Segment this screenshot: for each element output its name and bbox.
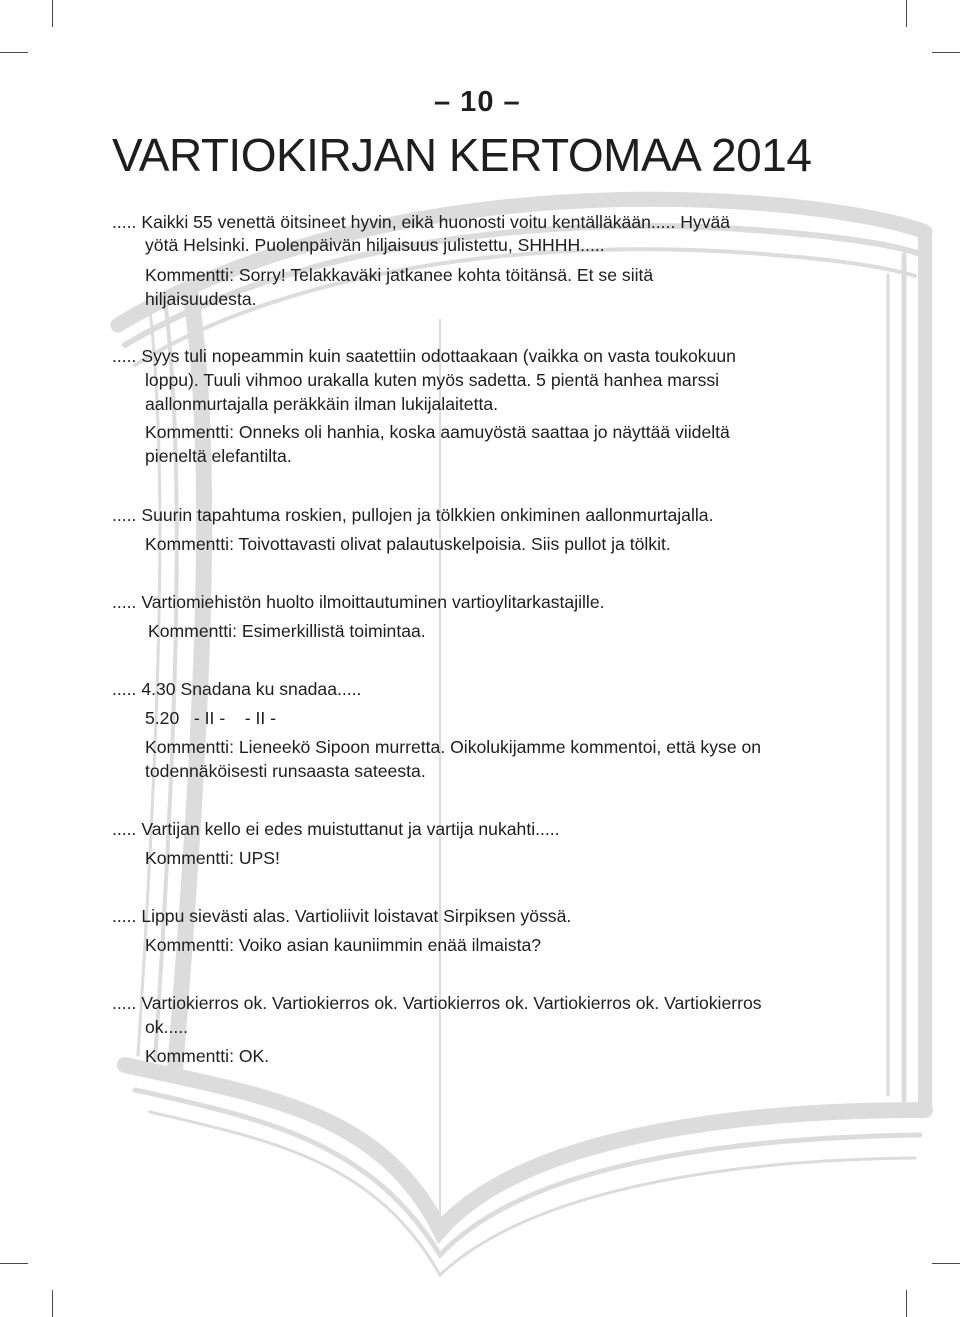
comment-line: Kommentti: OK.	[145, 1046, 270, 1066]
crop-mark	[0, 52, 28, 53]
entry-line: ..... Kaikki 55 venettä öitsineet hyvin, eikä huonosti voitu kentälläkään..... Hyvää	[112, 212, 731, 232]
entry-line: ..... Vartiomiehistön huolto ilmoittautuminen vartioylitarkastajille.	[112, 592, 605, 612]
comment-line: Kommentti: UPS!	[145, 848, 280, 868]
crop-mark	[906, 1290, 907, 1317]
comment-line: Kommentti: Lieneekö Sipoon murretta. Oikolukijamme kommentoi, että kyse on	[145, 737, 762, 757]
comment-line: Kommentti: Sorry! Telakkaväki jatkanee kohta töitänsä. Et se siitä	[145, 265, 654, 285]
entry-line: ok.....	[145, 1017, 189, 1037]
page-title: VARTIOKIRJAN KERTOMAA 2014	[112, 129, 812, 181]
comment-line: hiljaisuudesta.	[145, 289, 257, 309]
crop-mark	[906, 0, 907, 27]
comment-line: pieneltä elefantilta.	[145, 446, 292, 466]
crop-mark	[0, 1263, 28, 1264]
comment-line: Kommentti: Onneks oli hanhia, koska aamuyöstä saattaa jo näyttää viideltä	[145, 422, 730, 442]
comment-line: Kommentti: Toivottavasti olivat palautuskelpoisia. Siis pullot ja tölkit.	[145, 534, 671, 554]
entry-line: ..... Lippu sievästi alas. Vartioliivit loistavat Sirpiksen yössä.	[112, 906, 572, 926]
entry-line: ..... Vartiokierros ok. Vartiokierros ok. Vartiokierros ok. Vartiokierros ok. Vartiokierros	[112, 993, 762, 1013]
comment-line: Kommentti: Voiko asian kauniimmin enää ilmaista?	[145, 935, 542, 955]
entry-line: 5.20 - II - - II -	[145, 708, 276, 728]
crop-mark	[932, 52, 960, 53]
crop-mark	[52, 1290, 53, 1317]
page-number: – 10 –	[434, 86, 521, 118]
comment-line: Kommentti: Esimerkillistä toimintaa.	[148, 621, 426, 641]
entry-line: yötä Helsinki. Puolenpäivän hiljaisuus julistettu, SHHHH.....	[145, 235, 605, 255]
entry-line: ..... Syys tuli nopeammin kuin saatettiin odottaakaan (vaikka on vasta toukokuun	[112, 346, 736, 366]
entry-line: aallonmurtajalla peräkkäin ilman lukijalaitetta.	[145, 394, 499, 414]
entry-line: ..... Vartijan kello ei edes muistuttanut ja vartija nukahti.....	[112, 819, 560, 839]
crop-mark	[932, 1263, 960, 1264]
crop-mark	[52, 0, 53, 27]
comment-line: todennäköisesti runsaasta sateesta.	[145, 761, 426, 781]
entry-line: ..... Suurin tapahtuma roskien, pullojen ja tölkkien onkiminen aallonmurtajalla.	[112, 505, 714, 525]
entry-line: loppu). Tuuli vihmoo urakalla kuten myös sadetta. 5 pientä hanhea marssi	[145, 370, 720, 390]
entry-line: ..... 4.30 Snadana ku snadaa.....	[112, 679, 362, 699]
